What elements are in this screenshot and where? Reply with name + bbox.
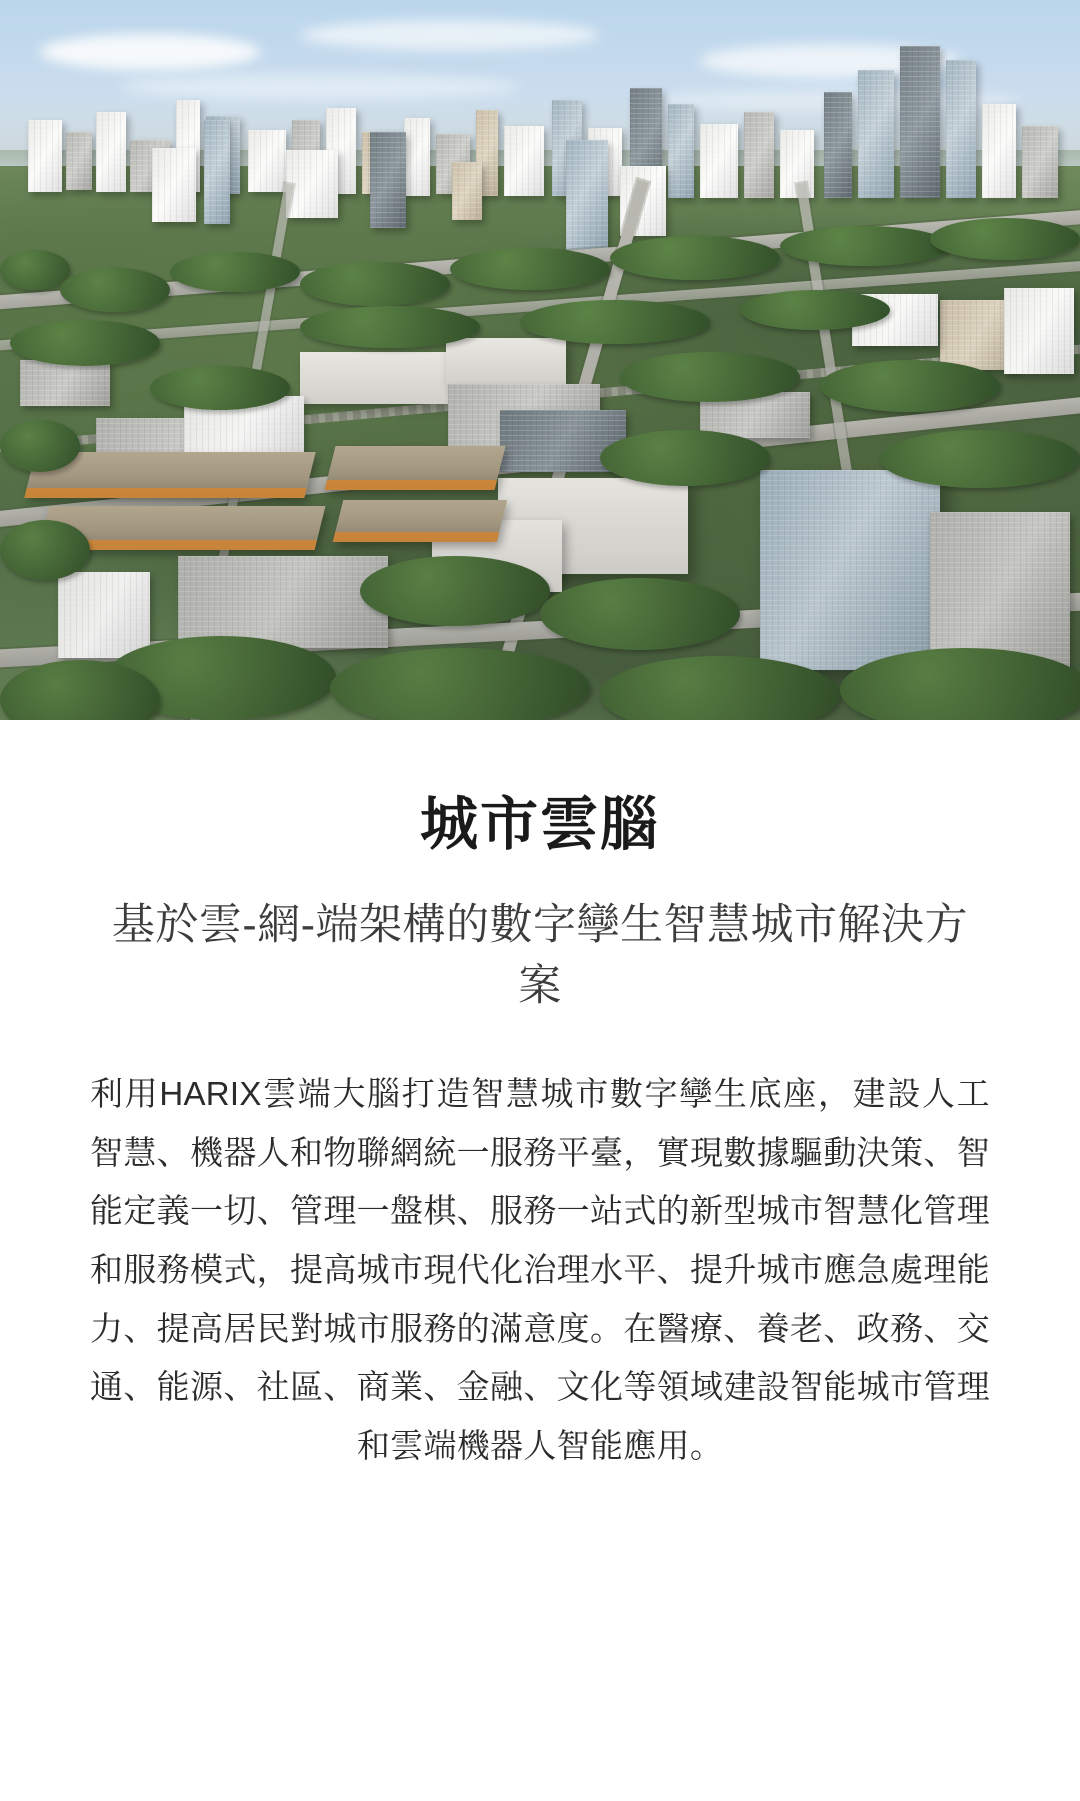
building [404,118,430,196]
tree-cluster [740,290,890,330]
tree-cluster [780,226,950,266]
building [96,112,126,192]
building-roof [300,352,460,404]
content-section [0,720,1080,1801]
tree-cluster [620,352,800,402]
building [66,132,92,190]
tree-cluster [0,420,80,472]
building [286,150,338,218]
tree-cluster [300,306,480,348]
body-paragraph: 利用HARIX雲端大腦打造智慧城市數字孿生底座，建設人工智慧、機器人和物聯網統一服務平臺，實現數據驅動決策、智能定義一切、管理一盤棋、服務一站式的新型城市智慧化管理和服務模式，提高城市現代化治理水平、提升城市應急處理能力、提高居民對城市服務的滿意度。在醫療、養老、政務、交通、能源、社區、商業、金融、文化等領域建設智能城市管理和雲端機器人智能應用。 [90,1074,990,1465]
tree-cluster [930,218,1080,260]
building [370,132,406,228]
tree-cluster [360,556,550,626]
building [858,70,894,198]
building [760,470,940,670]
tree-cluster [0,520,90,580]
tree-cluster [520,300,710,344]
building [1022,126,1058,198]
building [1004,288,1074,374]
building [946,60,976,198]
page-title: 城市雲腦 [419,792,660,857]
building [204,120,230,224]
tree-cluster [330,648,590,720]
building [824,92,852,198]
building [452,162,482,220]
building [20,360,110,406]
building [744,112,774,198]
building [178,556,388,648]
tree-cluster [880,430,1080,488]
page-subtitle: 基於雲-網-端架構的數字孿生智慧城市解決方案 [111,900,969,1010]
tree-cluster [10,320,160,366]
hero-image [0,0,1080,720]
tree-cluster [0,250,70,290]
tree-cluster [610,236,780,280]
cloud [40,34,260,70]
building-roof [446,338,566,384]
tree-cluster [820,360,1000,412]
tree-cluster [600,430,770,486]
warehouse [333,500,507,542]
tree-cluster [170,252,300,292]
tree-cluster [150,366,290,410]
tree-cluster [60,268,170,312]
building [700,124,738,198]
building [504,126,544,196]
tree-cluster [300,262,450,306]
building [152,148,196,222]
cloud [300,20,600,50]
building [566,140,608,250]
tree-cluster [450,248,610,290]
building [58,572,150,658]
building [28,120,62,192]
building [982,104,1016,198]
tree-cluster [540,578,740,650]
building [668,104,694,198]
warehouse [325,446,506,490]
building [900,46,940,198]
building [248,130,286,192]
